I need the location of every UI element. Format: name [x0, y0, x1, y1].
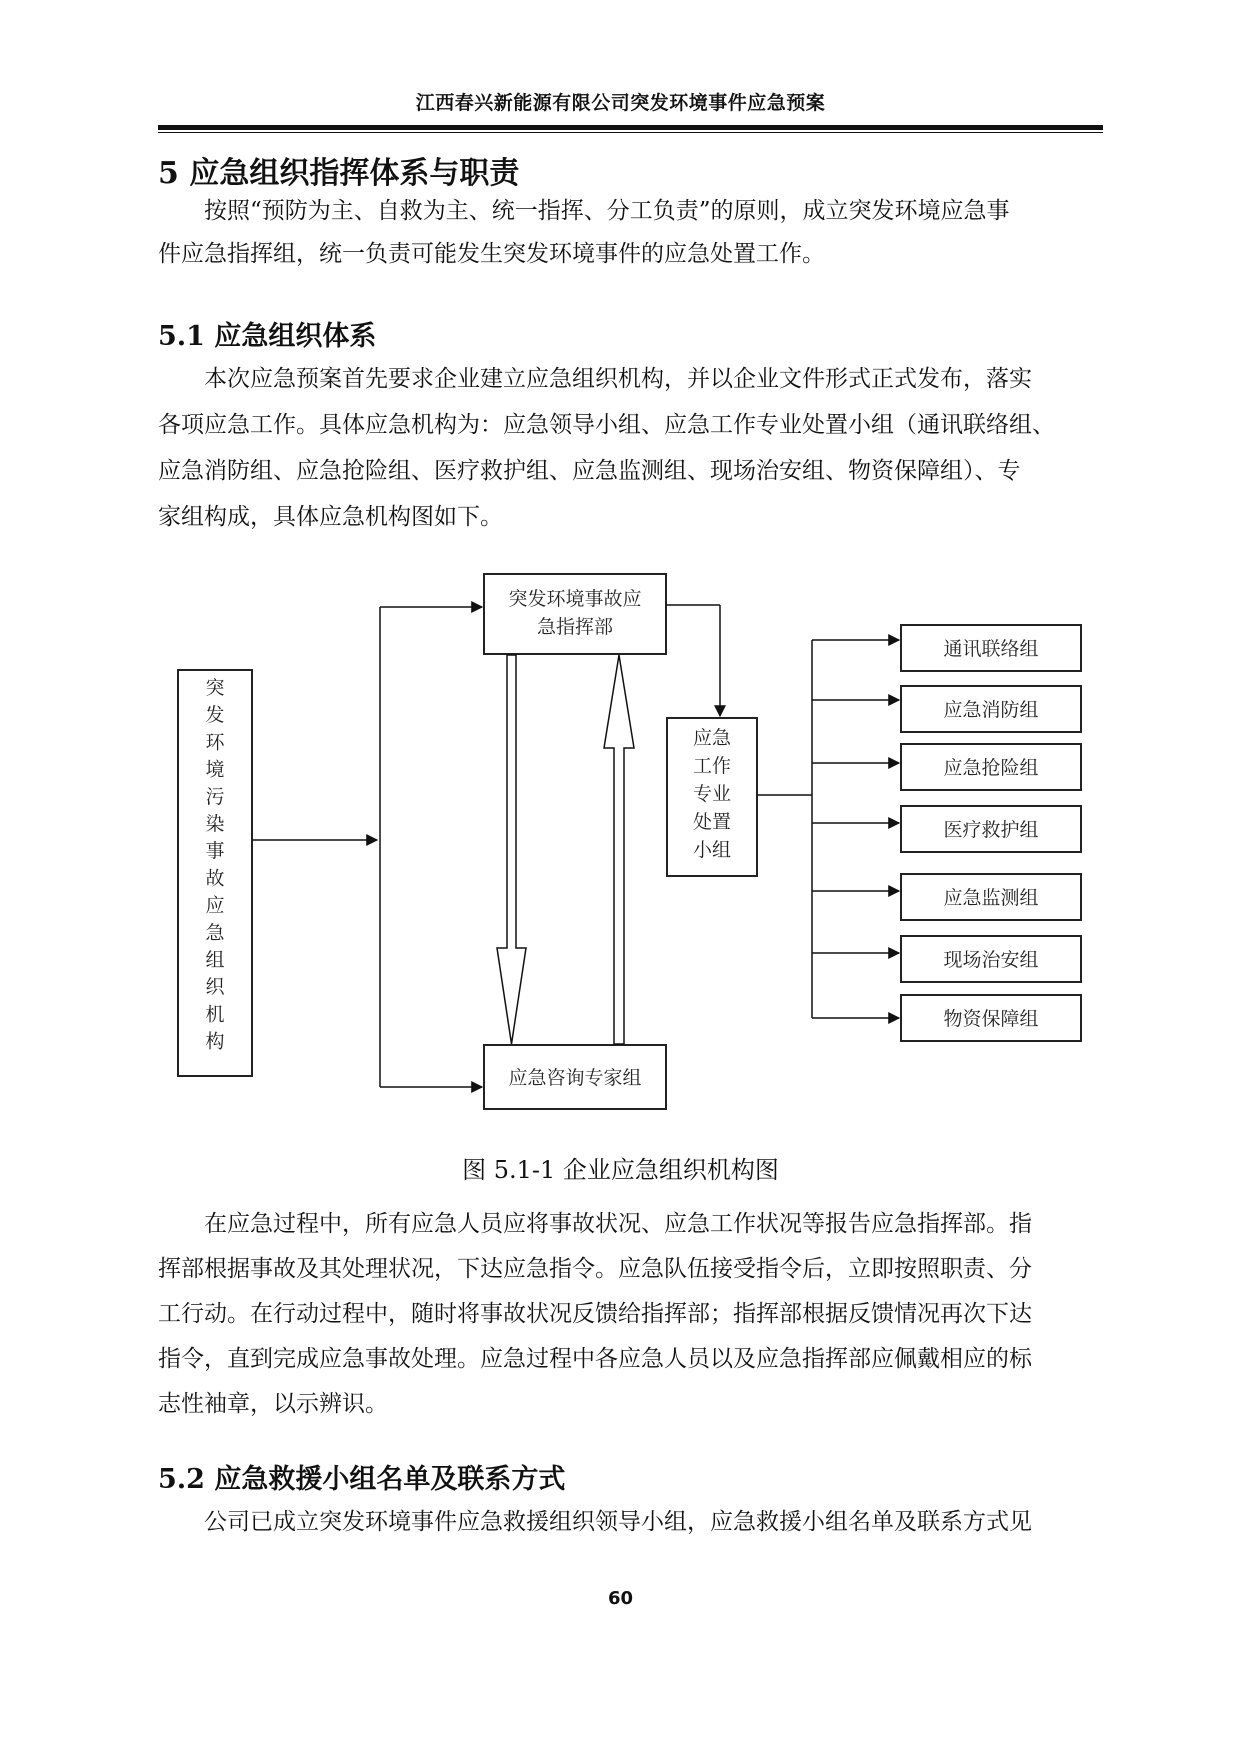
paragraph-line: 在应急过程中，所有应急人员应将事故状况、应急工作状况等报告应急指挥部。指: [204, 1211, 1032, 1237]
figure-caption: 图 5.1-1 企业应急组织机构图: [462, 1156, 779, 1184]
org-box-left-char: 机: [205, 1003, 225, 1026]
org-box-command-label-2: 急指挥部: [536, 616, 614, 638]
org-box-left-char: 事: [205, 840, 225, 863]
org-box-left-char: 组: [205, 949, 225, 971]
section-5-heading: 5 应急组织指挥体系与职责: [158, 156, 520, 191]
paragraph-line: 家组构成，具体应急机构图如下。: [158, 504, 503, 530]
org-box-work-group-label: 小组: [692, 839, 732, 861]
paragraph-line: 应急消防组、应急抢险组、医疗救护组、应急监测组、现场治安组、物资保障组）、专: [158, 458, 1021, 484]
org-box-left-char: 突: [205, 677, 225, 699]
org-box-experts-label: 应急咨询专家组: [508, 1067, 642, 1089]
paragraph-line: 志性袖章，以示辨识。: [158, 1391, 388, 1417]
org-box-left-char: 织: [205, 976, 225, 999]
org-box-command: [484, 574, 666, 654]
org-box-left-char: 故: [205, 867, 225, 890]
org-connectors: [252, 605, 899, 1087]
paragraph-line: 指令，直到完成应急事故处理。应急过程中各应急人员以及应急指挥部应佩戴相应的标: [158, 1346, 1032, 1372]
org-box-team-label: 医疗救护组: [943, 819, 1039, 841]
paragraph-line: 挥部根据事故及其处理状况，下达应急指令。应急队伍接受指令后，立即按照职责、分: [158, 1256, 1032, 1282]
org-box-team-label: 应急监测组: [943, 887, 1039, 909]
org-hollow-arrows: [497, 655, 634, 1044]
down-hollow-arrow: [497, 655, 526, 1044]
org-box-left-char: 染: [205, 813, 225, 835]
org-box-left-char: 环: [205, 731, 225, 754]
org-box-left-char: 急: [205, 921, 225, 944]
page-number: 60: [607, 1588, 634, 1609]
section-5-1-heading: 5.1 应急组织体系: [158, 321, 377, 352]
org-box-work-group-label: 专业: [692, 783, 732, 805]
org-box-command-label-1: 突发环境事故应: [508, 588, 642, 610]
paragraph-line: 各项应急工作。具体应急机构为：应急领导小组、应急工作专业处置小组（通讯联络组、: [158, 412, 1055, 438]
section-5-2-heading: 5.2 应急救援小组名单及联系方式: [158, 1464, 566, 1495]
org-box-work-group-label: 工作: [692, 755, 732, 777]
org-team-boxes: [901, 625, 1081, 1041]
org-box-team-label: 现场治安组: [943, 949, 1039, 971]
org-box-left-char: 应: [205, 894, 225, 917]
document-header-title: 江西春兴新能源有限公司突发环境事件应急预案: [415, 92, 826, 114]
org-box-work-group-label: 处置: [692, 811, 732, 833]
org-box-left-char: 污: [205, 785, 225, 808]
paragraph-line: 件应急指挥组，统一负责可能发生突发环境事件的应急处置工作。: [158, 241, 825, 267]
paragraph-line: 公司已成立突发环境事件应急救援组织领导小组，应急救援小组名单及联系方式见: [204, 1509, 1032, 1535]
paragraph-line: 工行动。在行动过程中，随时将事故状况反馈给指挥部；指挥部根据反馈情况再次下达: [158, 1301, 1032, 1327]
org-box-work-group-label: 应急: [692, 727, 732, 749]
org-box-team-label: 通讯联络组: [943, 638, 1039, 660]
up-hollow-arrow: [604, 655, 634, 1044]
paragraph-line: 本次应急预案首先要求企业建立应急组织机构，并以企业文件形式正式发布，落实: [204, 366, 1032, 392]
org-box-team-label: 应急抢险组: [943, 757, 1039, 779]
org-box-left-char: 发: [205, 704, 225, 727]
paragraph-line: 按照“预防为主、自救为主、统一指挥、分工负责”的原则，成立突发环境应急事: [204, 198, 1010, 224]
org-box-left-char: 境: [205, 758, 225, 781]
org-box-team-label: 应急消防组: [943, 699, 1039, 721]
org-box-team-label: 物资保障组: [943, 1008, 1039, 1030]
org-box-left-char: 构: [205, 1030, 225, 1053]
